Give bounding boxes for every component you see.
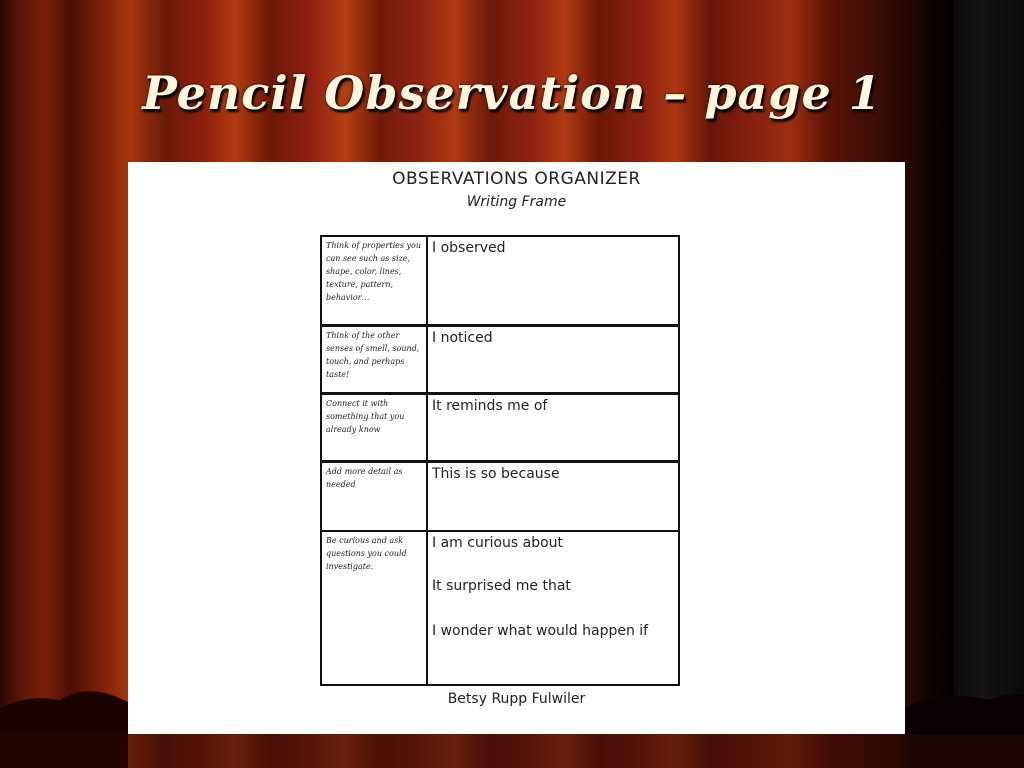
table-row	[322, 327, 678, 395]
prompt-text: I observed	[432, 240, 506, 256]
table-row	[322, 237, 678, 327]
organizer-title: OBSERVATIONS ORGANIZER	[392, 169, 641, 189]
table-row	[322, 395, 678, 463]
row-prompt	[432, 534, 672, 640]
prompt-text: I am curious about	[432, 535, 564, 551]
row-hint: Think of properties you can see such as size, shape, color, lines, texture, pattern, behavior…	[322, 237, 428, 324]
prompt-text: This is so because	[432, 466, 560, 482]
prompt-text: I wonder what would happen if	[432, 623, 649, 639]
row-hint: Add more detail as needed	[322, 463, 428, 530]
row-hint: Think of the other senses of smell, sound, touch, and perhaps taste!	[322, 327, 428, 392]
row-prompt	[432, 397, 672, 415]
row-prompt	[432, 465, 672, 483]
row-prompt	[432, 329, 672, 347]
prompt-text: I noticed	[432, 330, 493, 346]
prompt-text: It reminds me of	[432, 398, 548, 414]
row-hint: Be curious and ask questions you could investigate.	[322, 532, 428, 684]
table-row	[322, 463, 678, 532]
table-row	[322, 532, 678, 684]
writing-frame-table	[320, 235, 680, 686]
row-hint: Connect it with something that you already know	[322, 395, 428, 460]
slide-title: Pencil Observation – page 1	[142, 66, 882, 120]
author-credit: Betsy Rupp Fulwiler	[447, 691, 586, 707]
organizer-image	[128, 162, 905, 734]
row-prompt	[432, 239, 672, 257]
organizer-subtitle: Writing Frame	[466, 194, 567, 210]
prompt-text: It surprised me that	[432, 578, 571, 594]
